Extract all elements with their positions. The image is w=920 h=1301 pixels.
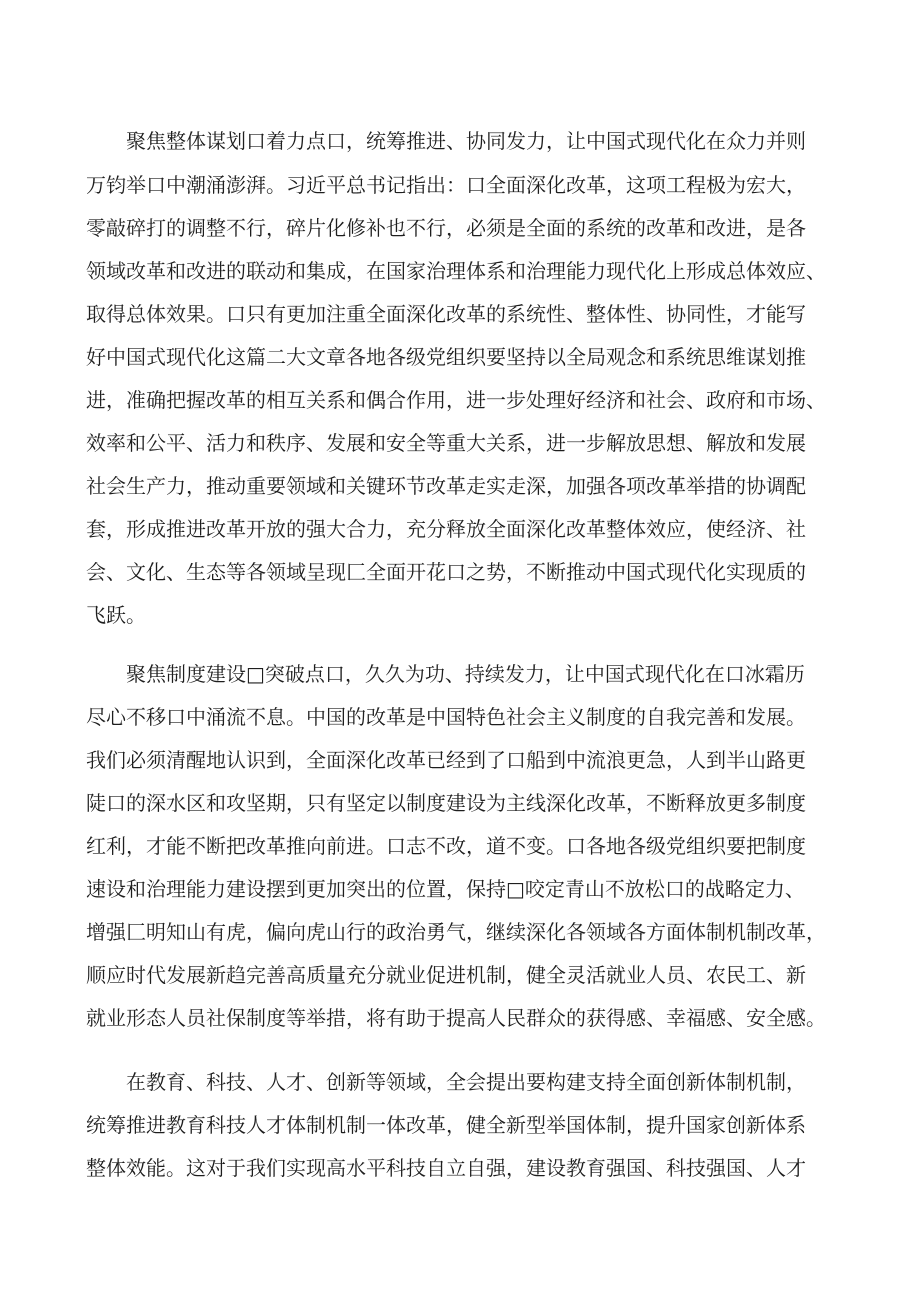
paragraph-1-line-11: 会、文化、生态等各领域呈现匚全面开花口之势，不断推动中国式现代化实现质的 <box>86 560 806 584</box>
paragraph-2-line-7: 增强匚明知山有虎，偏向虎山行的政治勇气，继续深化各领域各方面体制机制改革， <box>86 920 826 944</box>
paragraph-1-line-12: 飞跃。 <box>86 603 146 627</box>
paragraph-2-line-3: 我们必须清醒地认识到，全面深化改革已经到了口船到中流浪更急，人到半山路更 <box>86 748 806 772</box>
paragraph-1-line-2: 万钧举口中潮涌澎湃。习近平总书记指出：口全面深化改革，这项工程极为宏大， <box>86 173 806 197</box>
paragraph-2-line-1: 聚焦制度建设□突破点口，久久为功、持续发力，让中国式现代化在口冰霜历 <box>126 662 805 686</box>
paragraph-1-line-6: 好中国式现代化这篇二大文章各地各级党组织要坚持以全局观念和系统思维谋划推 <box>86 345 806 369</box>
paragraph-1-line-9: 社会生产力，推动重要领域和关键环节改革走实走深，加强各项改革举措的协调配 <box>86 474 806 498</box>
paragraph-3-line-1: 在教育、科技、人才、创新等领域，全会提出要构建支持全面创新体制机制， <box>126 1070 806 1094</box>
paragraph-2-line-2: 尽心不移口中涌流不息。中国的改革是中国特色社会主义制度的自我完善和发展。 <box>86 705 806 729</box>
paragraph-1-line-8: 效率和公平、活力和秩序、发展和安全等重大关系，进一步解放思想、解放和发展 <box>86 431 806 455</box>
paragraph-1-line-3: 零敲碎打的调整不行，碎片化修补也不行，必须是全面的系统的改革和改进，是各 <box>86 216 806 240</box>
paragraph-1-line-1: 聚焦整体谋划口着力点口，统筹推进、协同发力，让中国式现代化在众力并则 <box>126 129 806 153</box>
paragraph-2-line-6: 速设和治理能力建设摆到更加突出的位置，保持□咬定青山不放松口的战略定力、 <box>86 877 805 901</box>
paragraph-2-line-9: 就业形态人员社保制度等举措，将有助于提高人民群众的获得感、幸福感、安全感。 <box>86 1006 826 1030</box>
paragraph-1-line-7: 进，准确把握改革的相互关系和偶合作用，进一步处理好经济和社会、政府和市场、 <box>86 388 826 412</box>
paragraph-3-line-3: 整体效能。这对于我们实现高水平科技自立自强，建设教育强国、科技强国、人才 <box>86 1156 806 1180</box>
paragraph-2-line-4: 陡口的深水区和攻坚期，只有坚定以制度建设为主线深化改革，不断释放更多制度 <box>86 791 806 815</box>
paragraph-2-line-5: 红利，才能不断把改革推向前进。口志不改，道不变。口各地各级党组织要把制度 <box>86 834 806 858</box>
paragraph-1-line-10: 套，形成推进改革开放的强大合力，充分释放全面深化改革整体效应，使经济、社 <box>86 517 806 541</box>
paragraph-2-line-8: 顺应时代发展新趋完善高质量充分就业促进机制，健全灵活就业人员、农民工、新 <box>86 963 806 987</box>
paragraph-1-line-5: 取得总体效果。口只有更加注重全面深化改革的系统性、整体性、协同性，才能写 <box>86 302 806 326</box>
paragraph-1-line-4: 领域改革和改进的联动和集成，在国家治理体系和治理能力现代化上形成总体效应、 <box>86 259 826 283</box>
paragraph-3-line-2: 统筹推进教育科技人才体制机制一体改革，健全新型举国体制，提升国家创新体系 <box>86 1113 806 1137</box>
